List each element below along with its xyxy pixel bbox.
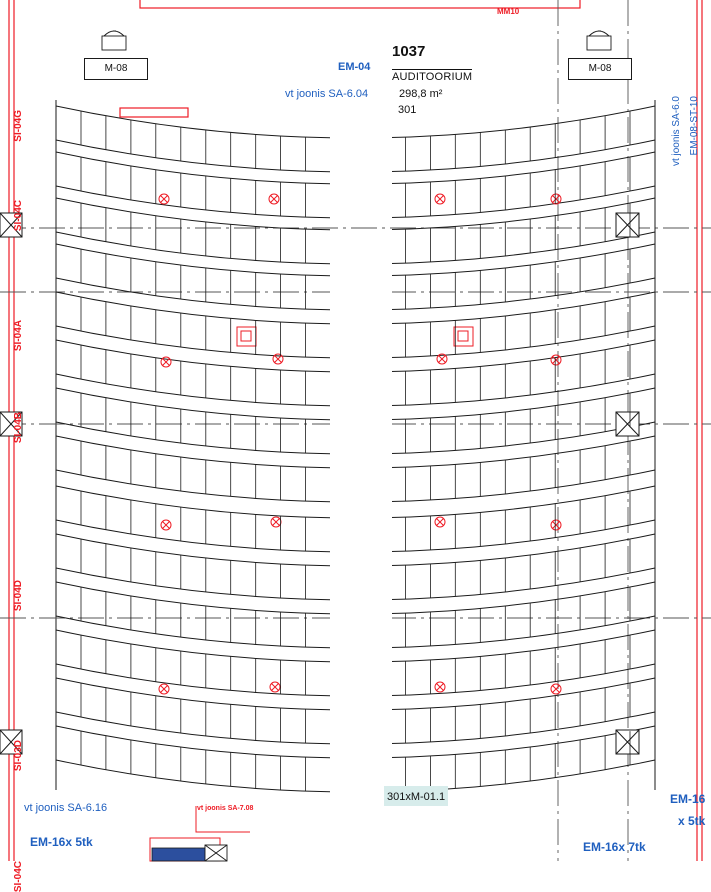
room-code: 301 bbox=[398, 104, 417, 116]
equipment-tag-m08-right[interactable] bbox=[568, 58, 632, 80]
em16-bottom-right[interactable]: EM-16x 7tk bbox=[583, 840, 646, 854]
em16-right-2[interactable]: x 5tk bbox=[678, 814, 706, 828]
room-name: AUDITOORIUM bbox=[392, 71, 473, 83]
grid-mark-si-03d: SI-03D bbox=[13, 740, 24, 772]
equipment-tag-m08-left[interactable] bbox=[84, 58, 148, 80]
em16-right-1[interactable]: EM-16 bbox=[670, 792, 706, 806]
bottom-ref-left: vt joonis SA-6.16 bbox=[24, 802, 108, 814]
right-note-em-08-st-10: EM-08-ST-10 bbox=[689, 96, 700, 156]
grid-mark-si-04c-1: SI-04C bbox=[13, 200, 24, 232]
grid-mark-si-04g: SI-04G bbox=[13, 110, 24, 142]
bottom-tag-label: 301xM-01.1 bbox=[387, 791, 446, 803]
room-reference-note: vt joonis SA-6.04 bbox=[285, 88, 369, 100]
grid-mark-si-04d: SI-04D bbox=[13, 580, 24, 612]
grid-mark-si-04a: SI-04A bbox=[13, 320, 24, 352]
bottom-em16-left[interactable]: EM-16x 5tk bbox=[30, 835, 93, 849]
equipment-tag-m08-right-label: M-08 bbox=[588, 63, 612, 74]
label-mm10: MM10 bbox=[497, 7, 520, 16]
grid-mark-si-04b: SI-04B bbox=[13, 412, 24, 444]
bottom-tag-badge[interactable] bbox=[384, 786, 448, 806]
bottom-ref-mid: vt joonis SA-7.08 bbox=[197, 805, 254, 812]
room-area: 298,8 m² bbox=[399, 88, 443, 100]
room-number: 1037 bbox=[392, 43, 426, 60]
grid-mark-si-04c-2: SI-04C bbox=[13, 861, 24, 892]
equipment-tag-em04[interactable]: EM-04 bbox=[338, 61, 371, 73]
equipment-tag-m08-left-label: M-08 bbox=[104, 63, 128, 74]
right-note-sa-6: vt joonis SA-6.0 bbox=[671, 96, 682, 167]
